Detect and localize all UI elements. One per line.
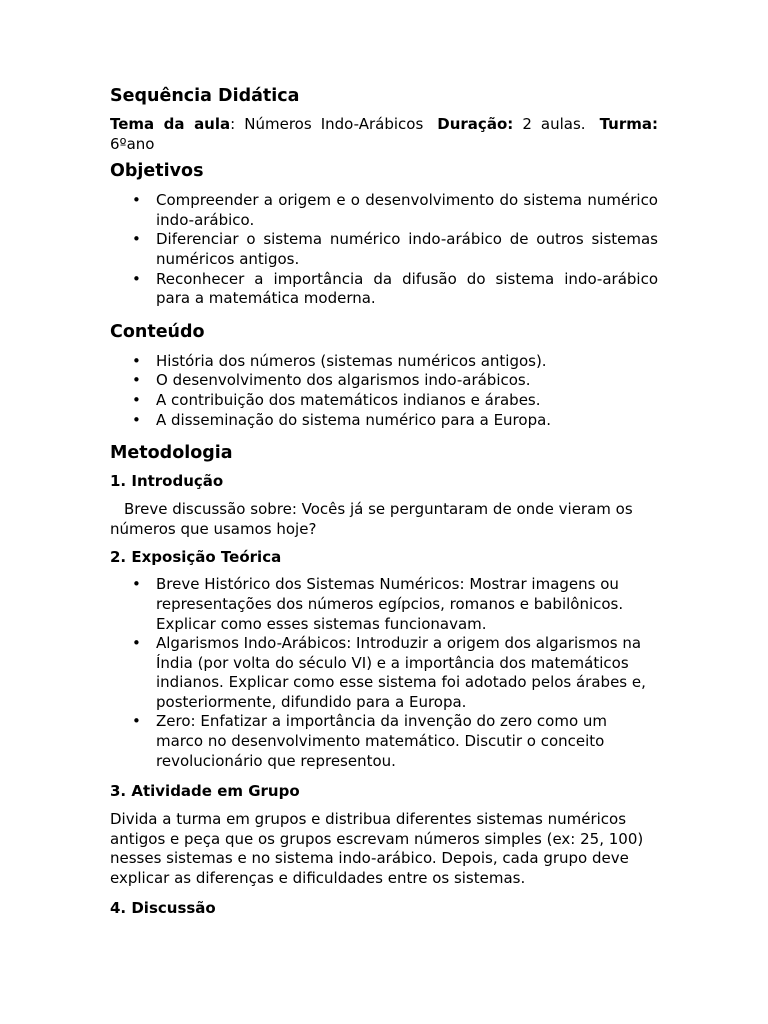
atividade-text: Divida a turma em grupos e distribua diferentes sistemas numéricos antigos e peça que os grupos escrevam números simples (ex: 25, 100) nesses sistemas e no sistema indo-arábico. Depois, cada grupo deve explicar as diferenças e dificuldades entre os sistemas.: [110, 810, 644, 888]
lesson-meta: [110, 115, 658, 154]
atividade-heading: 3. Atividade em Grupo: [110, 782, 300, 801]
list-item: • História dos números (sistemas numéricos antigos).: [156, 352, 658, 372]
objetivos-heading: Objetivos: [110, 161, 204, 182]
tema-value: Números Indo-Arábicos: [244, 115, 424, 133]
list-item: • O desenvolvimento dos algarismos indo-arábicos.: [156, 371, 658, 391]
tema-label: Tema da aula: [110, 115, 231, 133]
turma-label: Turma:: [599, 115, 658, 133]
list-item: • Reconhecer a importância da difusão do sistema indo-arábico para a matemática moderna.: [156, 270, 658, 309]
discussao-heading: 4. Discussão: [110, 898, 216, 917]
document-title: Sequência Didática: [110, 86, 300, 106]
list-item: • Breve Histórico dos Sistemas Numéricos: Mostrar imagens ou representações dos números egípcios, romanos e babilônicos. Explicar como esses sistemas funcionavam.: [156, 575, 658, 634]
conteudo-heading: Conteúdo: [110, 321, 205, 342]
conteudo-list: [110, 352, 658, 430]
list-item: • A contribuição dos matemáticos indianos e árabes.: [156, 391, 658, 411]
introducao-heading: 1. Introdução: [110, 472, 224, 491]
exposicao-heading: 2. Exposição Teórica: [110, 548, 282, 567]
list-item: • A disseminação do sistema numérico para a Europa.: [156, 411, 658, 431]
tema-separator: :: [230, 115, 245, 133]
list-item: • Compreender a origem e o desenvolvimento do sistema numérico indo-arábico.: [156, 191, 658, 230]
introducao-text: Breve discussão sobre: Vocês já se perguntaram de onde vieram os números que usamos hoje?: [110, 500, 633, 538]
list-item: • Zero: Enfatizar a importância da invenção do zero como um marco no desenvolvimento matemático. Discutir o conceito revolucionário que representou.: [156, 712, 658, 771]
duracao-value: 2 aulas.: [513, 115, 586, 133]
metodologia-heading: Metodologia: [110, 443, 233, 464]
list-item: • Algarismos Indo-Arábicos: Introduzir a origem dos algarismos na Índia (por volta do século VI) e a importância dos matemáticos indianos. Explicar como esse sistema foi adotado pelos árabes e, posteriormente, difundido para a Europa.: [156, 634, 658, 712]
list-item: • Diferenciar o sistema numérico indo-arábico de outros sistemas numéricos antigos.: [156, 230, 658, 269]
duracao-label: Duração:: [437, 115, 514, 133]
exposicao-list: [110, 575, 658, 771]
objetivos-list: [110, 191, 658, 309]
turma-value: 6ºano: [110, 134, 155, 153]
